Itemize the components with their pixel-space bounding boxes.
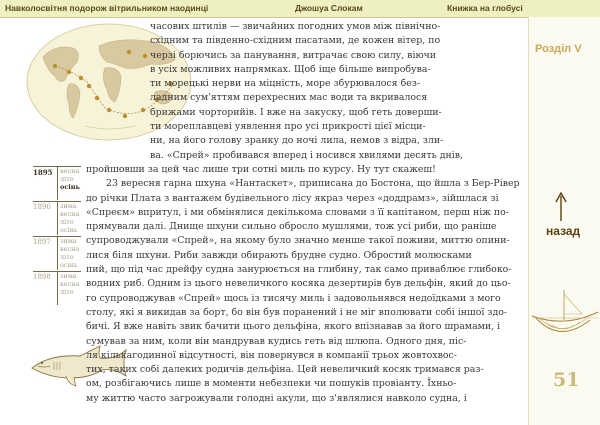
- timeline-season: осінь: [60, 226, 78, 234]
- body-line-text: супроводжували «Спрей», на якому було значно менше такої поживи, миттю опини-: [86, 235, 510, 247]
- body-line-text: сумував за ним, коли він мандрував кудись геть від шлюпа. Одного дня, піс-: [86, 335, 467, 347]
- body-line-text: прямували далі. Днище шхуни сильно обросло мушлями, тож усі риби, що раніше: [86, 221, 497, 233]
- body-line-text: ти морецькі нерви на міцність, море збурювалося без-: [150, 78, 421, 90]
- body-line: [86, 192, 522, 206]
- timeline-season: зима: [60, 237, 77, 245]
- body-line-text: тих, таких собі далеких родичів дельфіна. Цей невеличкий косяк тримався раз-: [86, 364, 484, 376]
- timeline-year: 1898: [33, 273, 51, 281]
- body-line: [86, 77, 522, 91]
- timeline-season: літо: [60, 218, 74, 226]
- body-line: [86, 263, 522, 277]
- body-line-text: до річки Плата з вантажем будівельного лісу якраз через «доддрамз», зійшлася зі: [86, 192, 499, 204]
- timeline-seasons: [57, 167, 86, 200]
- body-line-text: ом, розбігаючись лише в моменти небезпеки чи пошуків провіанту. Їхньо-: [86, 378, 457, 390]
- body-line: [86, 320, 522, 334]
- timeline-year: 1896: [33, 203, 51, 211]
- body-line-text: ладним сум'яттям перехресних мас води та вкривалося: [150, 92, 428, 104]
- body-line: [86, 220, 522, 234]
- body-line: [86, 277, 522, 291]
- body-line: [86, 392, 522, 406]
- timeline-seasons: [57, 202, 86, 235]
- back-link[interactable]: назад: [546, 224, 581, 238]
- timeline-season: літо: [60, 253, 74, 261]
- header-author: Джошуа Слокам: [295, 3, 363, 13]
- timeline-seasons: [57, 272, 86, 305]
- timeline-seasons: [57, 237, 86, 270]
- timeline-year: 1895: [33, 168, 53, 177]
- body-line: [86, 306, 522, 320]
- header-series: Книжка на глобусі: [447, 3, 523, 13]
- body-line-text: в усіх можливих напрямках. Щоб іще більше випробува-: [150, 63, 431, 75]
- arrow-up-icon[interactable]: [555, 192, 567, 222]
- body-line: [86, 163, 522, 177]
- body-line: [86, 177, 522, 191]
- body-line: [86, 377, 522, 391]
- body-text: [86, 20, 522, 406]
- chapter-title: Розділ V: [535, 43, 582, 55]
- body-line: [86, 292, 522, 306]
- body-line: [86, 49, 522, 63]
- body-line-text: бичі. Я вже навіть звик бачити цього дельфіна, якого впізнавав за його шрамами, і: [86, 321, 501, 333]
- timeline-season: весна: [60, 245, 80, 253]
- body-line: [86, 335, 522, 349]
- body-line-text: лися біля шхуни. Риби завжди обирають брудне судно. Обростий молюсками: [86, 249, 472, 261]
- body-line-text: ни, на його голову зранку до ночі лила, немов з відра, зли-: [150, 135, 444, 147]
- body-line-text: брижами чорторийів. І вже на закуску, щоб геть доверши-: [150, 106, 442, 118]
- body-line-text: часових штилів — звичайних погодних умов між північно-: [150, 21, 441, 32]
- body-line-text: му життю часто загрожували голодні акули, що з'являлися навколо судна, і: [86, 392, 467, 404]
- body-line-text: го супроводжував «Спрей» щось із тисячу миль і задовольнявся недоїдками з мого: [86, 292, 501, 304]
- timeline-season: весна: [60, 210, 80, 218]
- timeline-year: 1897: [33, 238, 51, 246]
- timeline-season: весна: [60, 167, 80, 175]
- timeline-season: осінь: [60, 183, 80, 191]
- body-line-text: «Спреєм» впритул, і ми обмінялися декількома словами з її капітаном, перш ніж по-: [86, 206, 509, 218]
- body-line-text: пий, що під час дрейфу судна занурюється на глибину, так само приваблює глибоко-: [86, 264, 512, 276]
- timeline-row: [33, 271, 81, 306]
- body-line: [86, 106, 522, 120]
- timeline: [33, 166, 81, 306]
- body-line-text: пройшовши за цей час лише три сотні миль по курсу. Ну тут скажеш!: [86, 163, 436, 175]
- body-line: [86, 34, 522, 48]
- body-line: [86, 149, 522, 163]
- body-line: [86, 134, 522, 148]
- page-header: [0, 0, 600, 18]
- body-line: [86, 63, 522, 77]
- body-line: [86, 120, 522, 134]
- body-line: [86, 234, 522, 248]
- header-book-title: Навколосвітня подорож вітрильником наодинці: [5, 3, 209, 13]
- body-line-text: 23 вересня гарна шхуна «Нантаскет», приписана до Бостона, що йшла з Бер-Рівер: [106, 178, 520, 190]
- body-line-text: водних риб. Одним із цього невеличкого косяка дезертирів був дельфін, який до цьо-: [86, 278, 511, 290]
- body-line: [86, 20, 522, 34]
- body-line: [86, 91, 522, 105]
- timeline-season: літо: [60, 175, 74, 183]
- timeline-season: літо: [60, 288, 74, 296]
- page-number: 51: [553, 369, 580, 391]
- body-line-text: ля кількагодинної відсутності, він повернувся в компанії трьох жовтохвос-: [86, 349, 457, 361]
- timeline-season: весна: [60, 280, 80, 288]
- body-line: [86, 249, 522, 263]
- body-line: [86, 363, 522, 377]
- body-line-text: столу, які я викидав за борт, бо він був поранений і не міг вполювати собі іншої здо-: [86, 306, 508, 318]
- timeline-row: [33, 166, 81, 201]
- body-line: [86, 206, 522, 220]
- body-line-text: черзі борючись за панування, витрачає свою силу, віючи: [150, 49, 437, 61]
- body-line: [86, 349, 522, 363]
- timeline-season: зима: [60, 272, 77, 280]
- timeline-row: [33, 236, 81, 271]
- timeline-season: зима: [60, 202, 77, 210]
- body-line-text: ти мореплавцеві уявлення про усі прикрості цієї місци-: [150, 121, 426, 133]
- timeline-season: осінь: [60, 261, 78, 269]
- body-line-text: східним та південно-східним пасатами, де кожен вітер, по: [150, 35, 441, 47]
- ship-hull-illustration: [530, 288, 600, 346]
- timeline-row: [33, 201, 81, 236]
- body-line-text: ва. «Спрей» пробивався вперед і носився хвилями десять днів,: [150, 149, 463, 161]
